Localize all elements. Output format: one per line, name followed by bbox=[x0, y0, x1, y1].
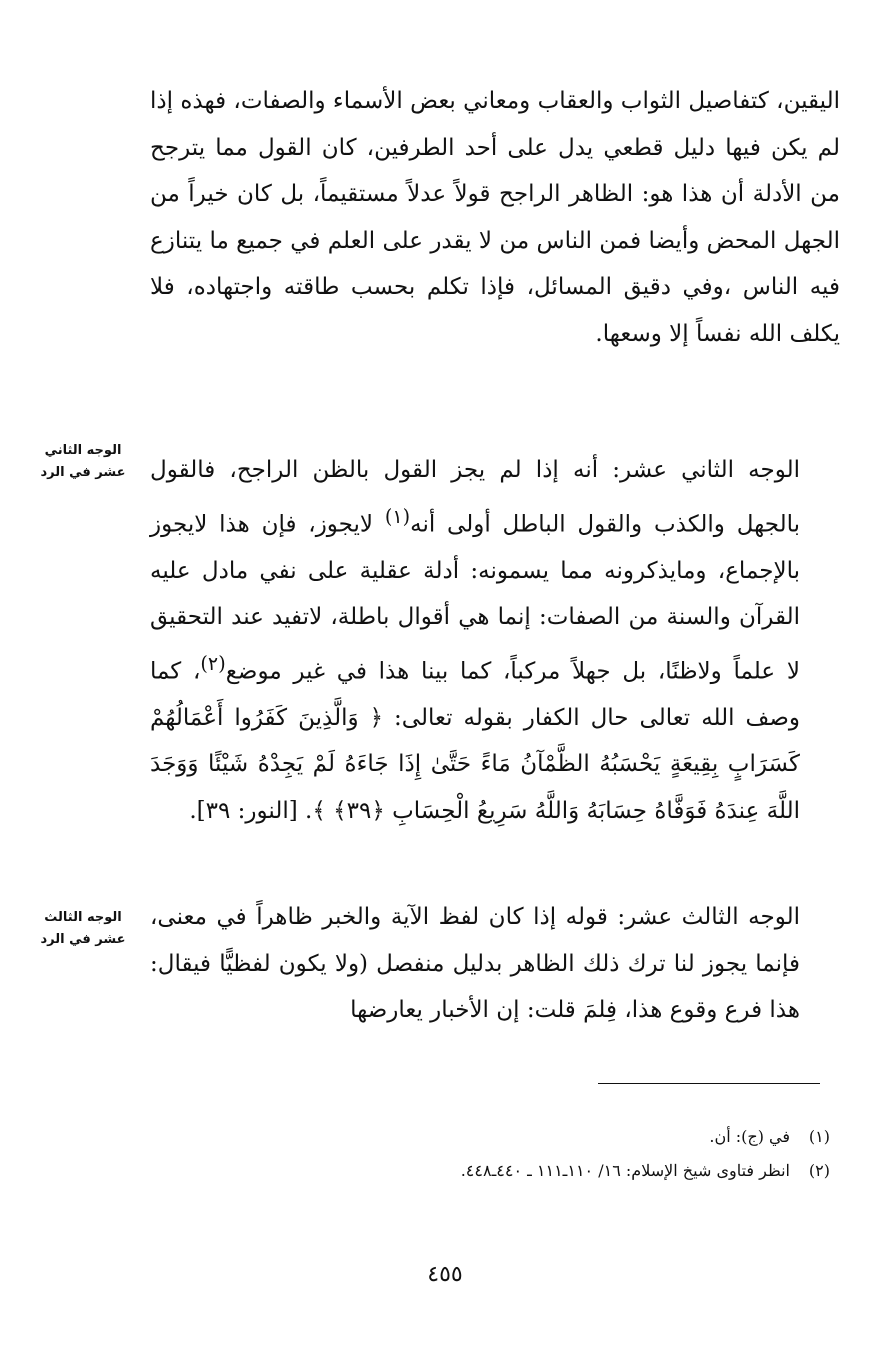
section-13-text: الوجه الثالث عشر: قوله إذا كان لفظ الآية والخبر ظاهراً في معنى، فإنما يجوز لنا ترك ذلك الظاهر بدليل منفصل (ولا يكون لفظيًّا فيقال: هذا فرع وقوع هذا، فِلمَ قلت: إن الأخبار يعارضها bbox=[150, 904, 800, 1023]
footnote-number: (٢) bbox=[808, 1161, 830, 1180]
intro-paragraph bbox=[150, 78, 840, 357]
section-13-paragraph bbox=[150, 894, 840, 1034]
intro-text: اليقين، كتفاصيل الثواب والعقاب ومعاني بعض الأسماء والصفات، فهذه إذا لم يكن فيها دليل قطعي يدل على أحد الطرفين، كان القول مما يترجح من الأدلة أن هذا هو: الظاهر الراجح قولاً عدلاً مستقيماً، بل كان خيراً من الجهل المحض وأيضا فمن الناس من لا يقدر على العلم في جميع ما يتنازع فيه الناس ،وفي دقيق المسائل، فإذا تكلم بحسب طاقته واجتهاده، فلا يكلف الله نفساً إلا وسعها. bbox=[150, 88, 840, 347]
footnote-text: انظر فتاوى شيخ الإسلام: ١٦/ ١١٠ـ١١١ ـ ٤٤٠ـ٤٤٨. bbox=[460, 1161, 790, 1180]
margin-note-section-12: الوجه الثاني عشر في الرد bbox=[40, 443, 126, 480]
footnote-2 bbox=[300, 1154, 830, 1188]
footnote-ref-1[interactable]: (١) bbox=[384, 504, 411, 528]
margin-note-section-13: الوجه الثالث عشر في الرد bbox=[40, 910, 126, 947]
footnotes bbox=[300, 1120, 830, 1188]
section-12-text-a: الوجه الثاني عشر: أنه إذا لم يجز القول بالظن الراجح، فالقول بالجهل والكذب والقول الباطل أولى أنه bbox=[150, 457, 800, 538]
footnote-separator bbox=[598, 1083, 820, 1084]
footnote-text: في (ج): أن. bbox=[709, 1127, 790, 1146]
page-number: ٤٥٥ bbox=[427, 1262, 463, 1287]
footnote-number: (١) bbox=[808, 1127, 830, 1146]
section-12-text-b: لايجوز، فإن هذا لايجوز بالإجماع، ومايذكرونه مما يسمونه: أدلة عقلية على نفي مادل عليه القرآن والسنة من الصفات: إنما هي أقوال باطلة، لاتفيد عند التحقيق لا علماً ولاظنًا، بل جهلاً مركباً، كما بينا هذا في غير موضع bbox=[150, 511, 800, 685]
section-12-paragraph bbox=[150, 447, 840, 834]
footnote-ref-2[interactable]: (٢) bbox=[200, 651, 226, 675]
verse-citation: . [النور: ٣٩]. bbox=[189, 797, 313, 824]
quran-verse: ﴿ وَالَّذِينَ كَفَرُوا أَعْمَالُهُمْ كَسَرَابٍ بِقِيعَةٍ يَحْسَبُهُ الظَّمْآنُ مَاءً حَتَّىٰ إِذَا جَاءَهُ لَمْ يَجِدْهُ شَيْئًا وَوَجَدَ اللَّهَ عِندَهُ فَوَفَّاهُ حِسَابَهُ وَاللَّهُ سَرِيعُ الْحِسَابِ ﴿٣٩﴾ ﴾ bbox=[150, 704, 800, 824]
section-12-text-c: ، كما وصف الله تعالى حال الكفار بقوله تعالى: bbox=[150, 658, 800, 731]
footnote-1 bbox=[300, 1120, 830, 1154]
